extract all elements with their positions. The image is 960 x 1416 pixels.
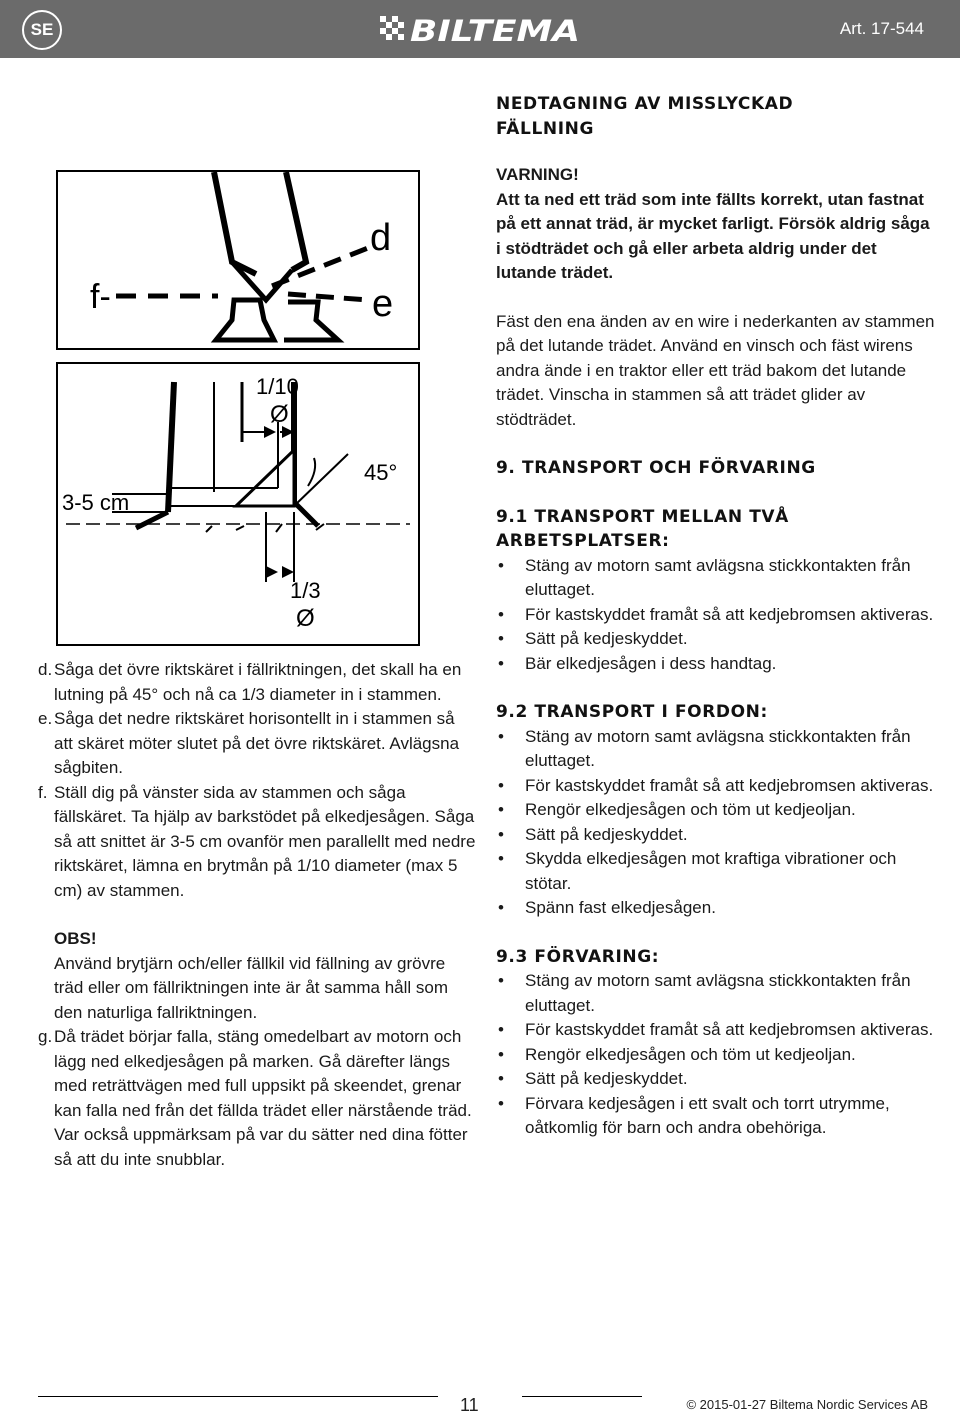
instruction-e (38, 707, 478, 781)
list-item: • Sätt på kedjeskyddet. (496, 1067, 936, 1092)
list-item: • Stäng av motorn samt avlägsna stickkontakten från eluttaget. (496, 554, 936, 603)
list-item: • Förvara kedjesågen i ett svalt och torrt utrymme, oåtkomlig för barn och andra obehöriga. (496, 1092, 936, 1141)
instruction-text: Såga det övre riktskäret i fällriktningen, det skall ha en lutning på 45° och nå ca 1/3 diameter in i stammen. (54, 660, 462, 704)
section-9-2-title: 9.2 TRANSPORT I FORDON: (496, 702, 768, 722)
footer-divider-left (38, 1396, 438, 1397)
list-item: • Sätt på kedjeskyddet. (496, 627, 936, 652)
figure-notch-cuts (56, 170, 420, 350)
figure2-top-diameter: Ø (270, 401, 289, 428)
obs-text: Använd brytjärn och/eller fällkil vid fällning av grövre träd eller om fällriktningen inte är åt samma håll som den naturliga fallriktningen. (54, 953, 448, 1022)
list-item: • Sätt på kedjeskyddet. (496, 823, 936, 848)
instruction-letter: g. (38, 1027, 53, 1046)
figure1-label-f: f- (90, 278, 111, 316)
obs-block (38, 927, 478, 1025)
figure2-height-range: 3-5 cm (62, 490, 130, 515)
figure1-label-e: e (372, 283, 394, 325)
figure1-label-d: d (370, 217, 392, 259)
instruction-f (38, 781, 478, 904)
warning-text: Att ta ned ett träd som inte fällts korrekt, utan fastnat på ett annat träd, är mycket farligt. Försök aldrig såga i stödträdet och gå eller arbeta aldrig under det lutande trädet. (496, 189, 930, 282)
list-item: • För kastskyddet framåt så att kedjebromsen aktiveras. (496, 1018, 936, 1043)
biltema-logo (380, 12, 584, 46)
figure2-top-fraction: 1/10 (256, 374, 299, 399)
list-item: • Rengör elkedjesågen och töm ut kedjeoljan. (496, 798, 936, 823)
instruction-letter: e. (38, 709, 53, 728)
list-item: • Rengör elkedjesågen och töm ut kedjeoljan. (496, 1043, 936, 1068)
list-item: • Stäng av motorn samt avlägsna stickkontakten från eluttaget. (496, 969, 936, 1018)
instruction-letter: f. (38, 782, 48, 802)
section-9-title: 9. TRANSPORT OCH FÖRVARING (496, 458, 816, 478)
left-column (38, 658, 478, 1172)
list-item: • Bär elkedjesågen i dess handtag. (496, 652, 936, 677)
section-9-3-title: 9.3 FÖRVARING: (496, 946, 660, 967)
right-column (496, 92, 936, 1141)
figure2-bottom-fraction: 1/3 (290, 578, 321, 603)
article-number: Art. 17-544 (839, 19, 924, 38)
section-9-1-title: 9.1 TRANSPORT MELLAN TVÅ ARBETSPLATSER: (496, 506, 789, 551)
figure-felling-cut-dimensions (56, 362, 420, 646)
obs-title: OBS! (54, 929, 97, 948)
warning-block (496, 163, 936, 286)
instruction-text: Då trädet börjar falla, stäng omedelbart av motorn och lägg ned elkedjesågen på marken. Gå därefter längs med reträttvägen med full uppsikt på skeendet, grenar kan falla ned från det fällda trädet eller närstående träd. Var också uppmärksam på var du sätter ned dina fötter så att du inte snubblar. (54, 1027, 472, 1169)
list-item: • För kastskyddet framåt så att kedjebromsen aktiveras. (496, 774, 936, 799)
language-badge: SE (22, 10, 62, 50)
footer-divider-right (522, 1396, 642, 1397)
wire-instructions: Fäst den ena änden av en wire i nederkanten av stammen på det lutande trädet. Använd en vinsch och fäst wirens andra ände i en traktor eller ett träd bakom det lutande trädet. Vinscha in stammen så att trädet glider av stödträdet. (496, 311, 935, 429)
brand-text: BILTEMA (410, 14, 580, 46)
header-bar (0, 0, 960, 58)
section-9-2-list (496, 725, 936, 921)
section-9-1-list (496, 554, 936, 677)
page-number: 11 (460, 1395, 479, 1415)
list-item: • Spänn fast elkedjesågen. (496, 896, 936, 921)
instruction-d (38, 658, 478, 707)
section-title-failed-felling: NEDTAGNING AV MISSLYCKAD FÄLLNING (496, 94, 794, 139)
instruction-text: Såga det nedre riktskäret horisontellt in i stammen så att skäret möter slutet på det övre riktskäret. Avlägsna sågbiten. (54, 709, 460, 777)
figure2-angle: 45° (364, 460, 398, 485)
instruction-g (38, 1025, 478, 1172)
list-item: • Stäng av motorn samt avlägsna stickkontakten från eluttaget. (496, 725, 936, 774)
figure2-bottom-diameter: Ø (296, 605, 315, 632)
section-9-3-list (496, 969, 936, 1141)
list-item: • Skydda elkedjesågen mot kraftiga vibrationer och stötar. (496, 847, 936, 896)
warning-title: VARNING! (496, 165, 579, 184)
list-item: • För kastskyddet framåt så att kedjebromsen aktiveras. (496, 603, 936, 628)
copyright-notice: © 2015-01-27 Biltema Nordic Services AB (686, 1397, 928, 1412)
instruction-letter: d. (38, 660, 53, 679)
instruction-text: Ställ dig på vänster sida av stammen och såga fällskäret. Ta hjälp av barkstödet på elkedjesågen. Såga så att snittet är 3-5 cm ovanför men parallellt med nedre riktskäret, lämna en brytmån på 1/10 diameter (max 5 cm) av stammen. (54, 782, 476, 900)
